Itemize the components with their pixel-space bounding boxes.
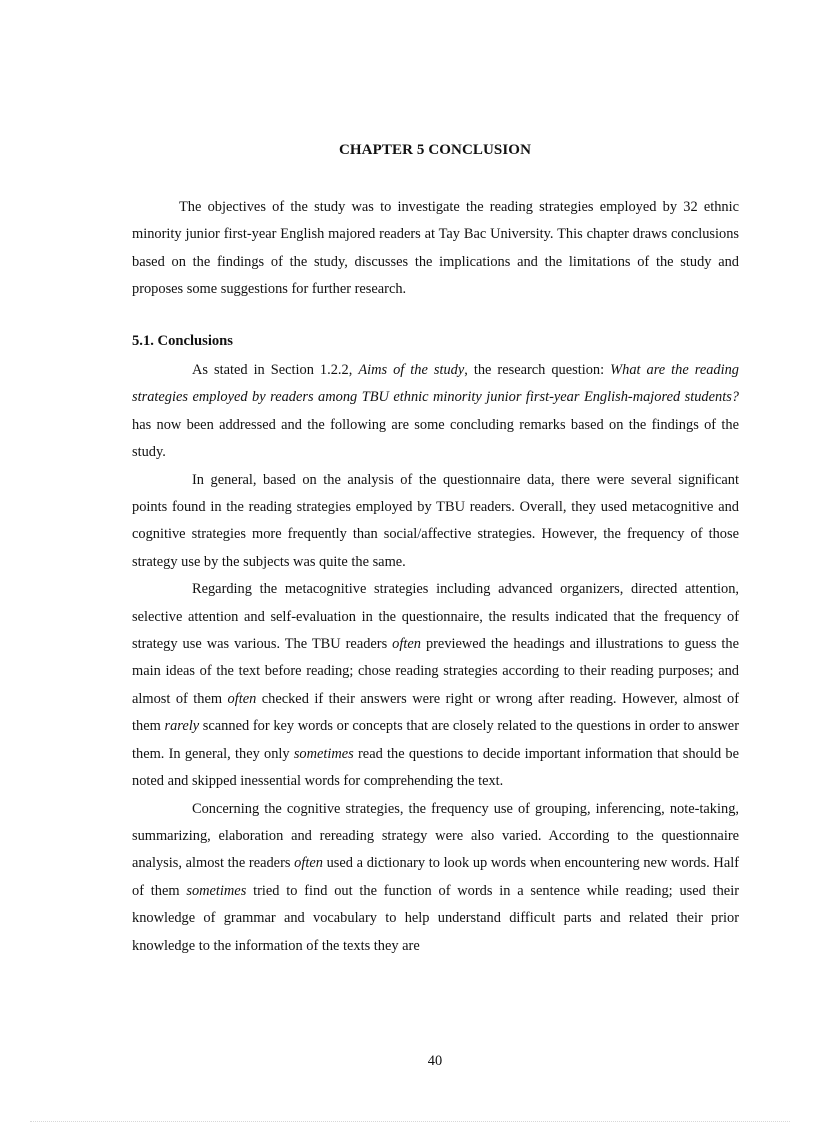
paragraph-metacognitive <box>132 576 739 795</box>
intro-paragraph-block <box>132 194 739 304</box>
text-run: scanned for key words or concepts that are closely related to the questions in order to answer them. In general, they only <box>132 718 739 762</box>
text-run: Concerning the cognitive strategies, the frequency use of grouping, inferencing, note-taking, summarizing, elaboration and rereading strategy were also varied. According to the questionnaire analysis, almost the readers <box>132 800 739 872</box>
text-run: read the questions to decide important information that should be noted and skipped inessential words for comprehending the text. <box>132 745 739 790</box>
text-run: checked if their answers were right or wrong after reading. However, almost of them <box>132 690 740 735</box>
italic-rarely: rarely <box>164 718 200 735</box>
italic-aims-of-study: Aims of the study <box>358 362 465 378</box>
text-run: Regarding the metacognitive strategies including advanced organizers, directed attention, selective attention and self-evaluation in the questionnaire, the results indicated that the frequency of strategy use was various. The TBU readers <box>132 581 739 653</box>
text-run: , the research question: <box>464 362 611 378</box>
text-run: previewed the headings and illustrations to guess the main ideas of the text before reading; chose reading strategies according to their reading purposes; and almost of them <box>132 636 740 707</box>
page-number: 40 <box>427 1053 443 1069</box>
text-run: As stated in Section 1.2.2, <box>192 362 359 378</box>
paragraph-research-question <box>132 357 739 467</box>
paragraph-cognitive <box>132 796 739 960</box>
text-run: used a dictionary to look up words when encountering new words. Half of them <box>132 855 739 899</box>
italic-often: often <box>227 690 257 707</box>
intro-paragraph: The objectives of the study was to investigate the reading strategies employed by 32 ethnic minority junior first-year English majored readers at Tay Bac University. This chapter draws conclusions based on the findings of the study, discusses the implications and the limitations of the study and proposes some suggestions for further research. <box>132 199 739 298</box>
section-heading: 5.1. Conclusions <box>132 333 233 349</box>
text-run: tried to find out the function of words in a sentence while reading; used their knowledge of grammar and vocabulary to help understand difficult parts and related their prior knowledge to the information of the texts they are <box>132 882 739 954</box>
chapter-title: CHAPTER 5 CONCLUSION <box>338 142 532 158</box>
italic-often: often <box>392 636 421 653</box>
italic-sometimes: sometimes <box>293 745 354 762</box>
conclusions-section-body <box>132 357 739 960</box>
paragraph-general-findings: In general, based on the analysis of the questionnaire data, there were several significant points found in the reading strategies employed by TBU readers. Overall, they used metacognitive and cognitive strategies more frequently than social/affective strategies. However, the frequency of those strategy use by the subjects was quite the same. <box>132 471 739 570</box>
italic-sometimes: sometimes <box>186 882 247 899</box>
italic-often: often <box>294 855 323 872</box>
page-bottom-divider <box>30 1121 790 1122</box>
text-run: has now been addressed and the following are some concluding remarks based on the findings of the study. <box>132 416 739 461</box>
italic-research-question: What are the reading strategies employed by readers among TBU ethnic minority junior first-year English-majored students? <box>132 362 739 406</box>
